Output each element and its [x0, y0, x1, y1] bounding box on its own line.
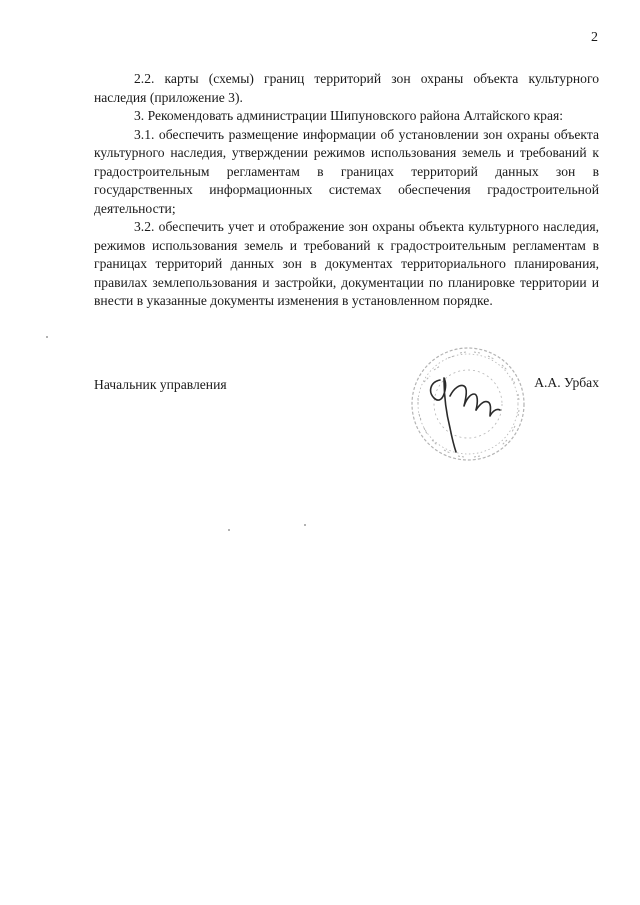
signer-position: Начальник управления	[94, 377, 227, 392]
stamp-signature-graphic	[394, 342, 534, 472]
paragraph-3-1: 3.1. обеспечить размещение информации об установлении зон охраны объекта культурного наследия, утверждении режимов использования земель и требований к градостроительным регламентам в границах территорий данных зон в государственных информационных системах обеспечения градостроительной деятельности;	[94, 126, 599, 216]
signature-block	[94, 370, 599, 460]
stamp-icon	[412, 348, 524, 460]
signer-name: А.А. Урбах	[534, 375, 599, 390]
page-number: 2	[591, 30, 598, 45]
scan-speck	[304, 524, 306, 526]
paragraph-3-2: 3.2. обеспечить учет и отображение зон охраны объекта культурного наследия, режимов использования земель и требований к градостроительным регламентам в границах территорий данных зон в документах территориального планирования, правилах землепользования и застройки, документации по планировке территории и внести в указанные документы изменения в установленном порядке.	[94, 219, 599, 308]
scan-speck	[46, 336, 48, 338]
paragraph-2-2: 2.2. карты (схемы) границ территорий зон охраны объекта культурного наследия (приложение 3).	[94, 71, 599, 105]
paragraph-3: 3. Рекомендовать администрации Шипуновского района Алтайского края:	[134, 108, 564, 123]
scan-speck	[228, 529, 230, 531]
document-body	[94, 70, 599, 311]
signature-icon	[431, 378, 500, 452]
